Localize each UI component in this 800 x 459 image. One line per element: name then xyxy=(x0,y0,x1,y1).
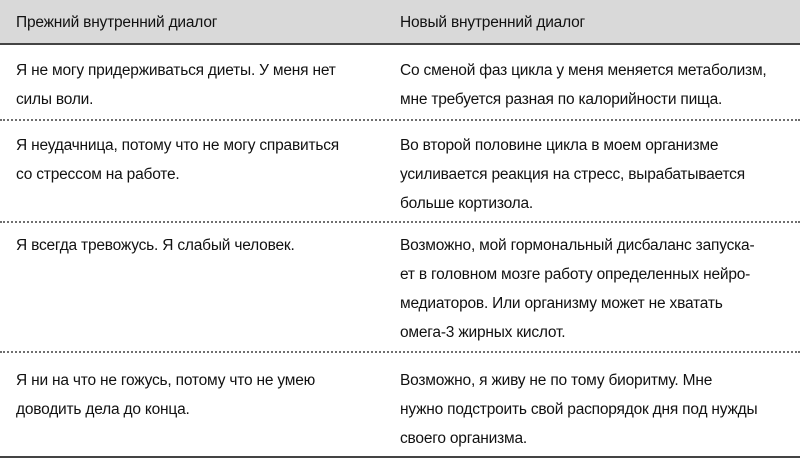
row-1-old-dialog: Я не могу придерживаться диеты. У меня нет силы воли. xyxy=(16,62,336,108)
row-2-new-dialog: Во второй половине цикла в моем организме усиливается реакция на стресс, вырабатывается больше кортизола. xyxy=(400,137,745,212)
row-2-old-dialog: Я неудачница, потому что не могу справиться со стрессом на работе. xyxy=(16,137,339,183)
row-1-new-dialog: Со сменой фаз цикла у меня меняется метаболизм, мне требуется разная по калорийности пища. xyxy=(400,62,767,108)
row-3-new-dialog: Возможно, мой гормональный дисбаланс запуска- ет в головном мозге работу определенных нейро- медиаторов. Или организму может не хватать омега-3 жирных кислот. xyxy=(400,237,755,341)
row-4-new-dialog: Возможно, я живу не по тому биоритму. Мне нужно подстроить свой распорядок дня под нужды своего организма. xyxy=(400,372,758,447)
table-bottom-border xyxy=(0,456,800,458)
row-3-old-dialog: Я всегда тревожусь. Я слабый человек. xyxy=(16,237,295,254)
header-old-dialog: Прежний внутренний диалог xyxy=(16,14,218,31)
row-divider xyxy=(0,119,800,121)
row-4-old-dialog: Я ни на что не гожусь, потому что не умею доводить дела до конца. xyxy=(16,372,316,418)
header-new-dialog: Новый внутренний диалог xyxy=(400,14,585,31)
row-divider xyxy=(0,221,800,223)
row-divider xyxy=(0,351,800,353)
